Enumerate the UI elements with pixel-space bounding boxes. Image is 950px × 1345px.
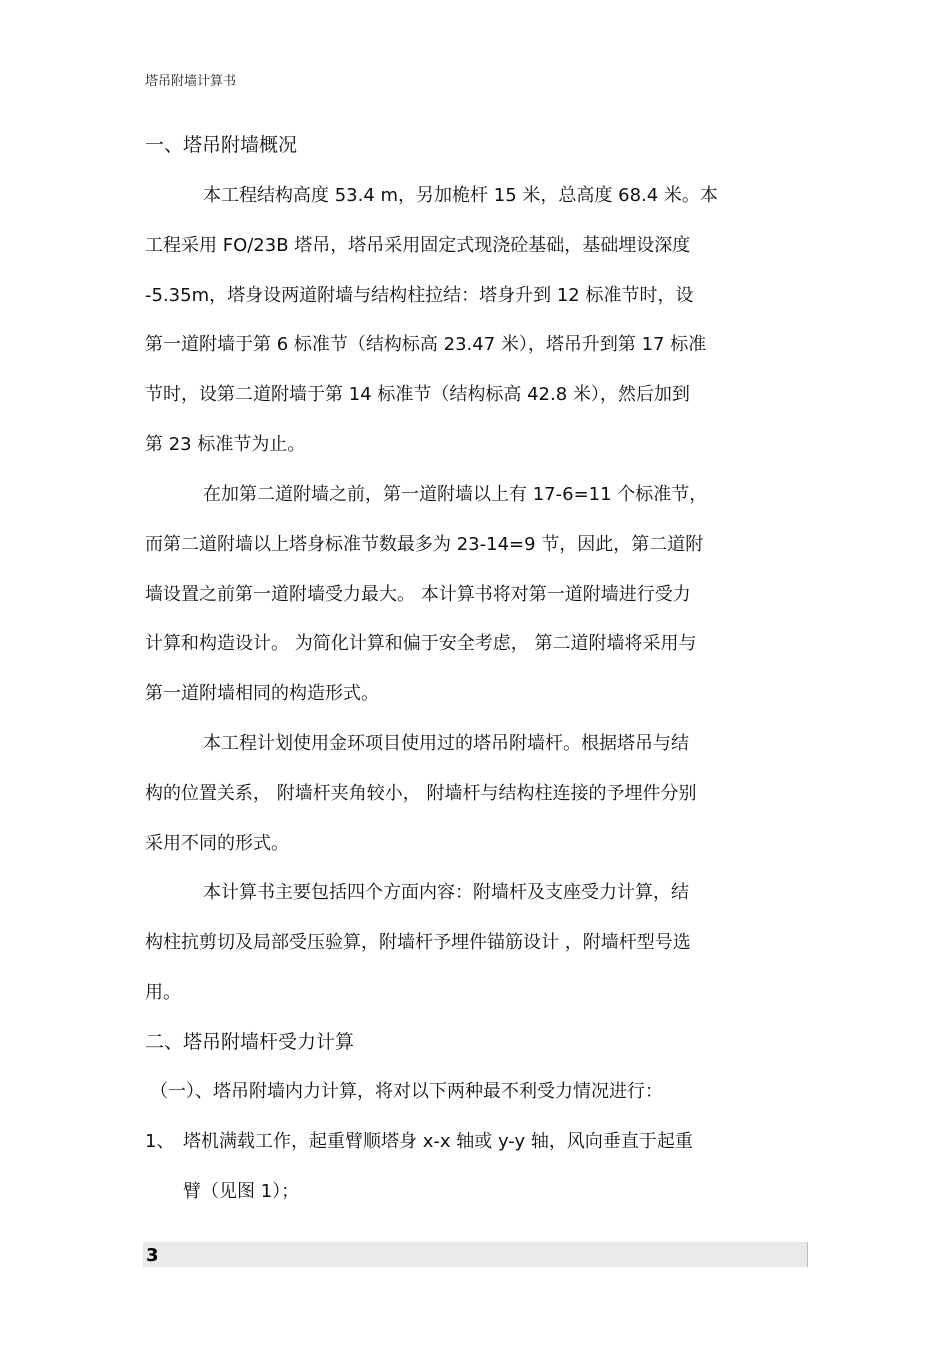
list-item-number: 1、 [145, 1131, 175, 1152]
paragraph-line: 节时，设第二道附墙于第 14 标准节（结构标高 42.8 米），然后加到 [145, 384, 690, 405]
page-number: 3 [146, 1245, 159, 1266]
paragraph-line: -5.35m，塔身设两道附墙与结构柱拉结：塔身升到 12 标准节时，设 [145, 285, 694, 306]
paragraph-line: 而第二道附墙以上塔身标准节数最多为 23-14=9 节，因此，第二道附 [145, 534, 704, 555]
paragraph-line: 工程采用 FO/23B 塔吊，塔吊采用固定式现浇砼基础，基础埋设深度 [145, 235, 691, 256]
paragraph-line: 墙设置之前第一道附墙受力最大。 本计算书将对第一道附墙进行受力 [145, 584, 691, 605]
document-header: 塔吊附墙计算书 [145, 74, 237, 89]
section-2-heading: 二、塔吊附墙杆受力计算 [145, 1031, 355, 1053]
paragraph-line: 本工程结构高度 53.4 m，另加桅杆 15 米，总高度 68.4 米。本 [203, 185, 718, 206]
paragraph-line: 本工程计划使用金环项目使用过的塔吊附墙杆。根据塔吊与结 [203, 733, 689, 754]
subsection-heading: （一）、塔吊附墙内力计算，将对以下两种最不利受力情况进行： [150, 1081, 663, 1102]
paragraph-line: 第一道附墙相同的构造形式。 [145, 683, 379, 704]
list-item-line: 塔机满载工作，起重臂顺塔身 x-x 轴或 y-y 轴，风向垂直于起重 [183, 1131, 693, 1152]
page-footer [143, 1242, 808, 1267]
list-item-line: 臂（见图 1）； [183, 1181, 300, 1202]
paragraph-line: 构柱抗剪切及局部受压验算，附墙杆予埋件锚筋设计 ，附墙杆型号选 [145, 932, 691, 953]
paragraph-line: 第 23 标准节为止。 [145, 434, 306, 455]
paragraph-line: 第一道附墙于第 6 标准节（结构标高 23.47 米），塔吊升到第 17 标准 [145, 334, 707, 355]
paragraph-line: 用。 [145, 982, 181, 1003]
paragraph-line: 采用不同的形式。 [145, 833, 289, 854]
section-1-heading: 一、塔吊附墙概况 [145, 134, 298, 156]
paragraph-line: 在加第二道附墙之前，第一道附墙以上有 17-6=11 个标准节， [203, 484, 708, 505]
paragraph-line: 构的位置关系， 附墙杆夹角较小， 附墙杆与结构柱连接的予埋件分别 [145, 783, 697, 804]
paragraph-line: 本计算书主要包括四个方面内容：附墙杆及支座受力计算，结 [203, 882, 689, 903]
paragraph-line: 计算和构造设计。 为简化计算和偏于安全考虑， 第二道附墙将采用与 [145, 633, 697, 654]
